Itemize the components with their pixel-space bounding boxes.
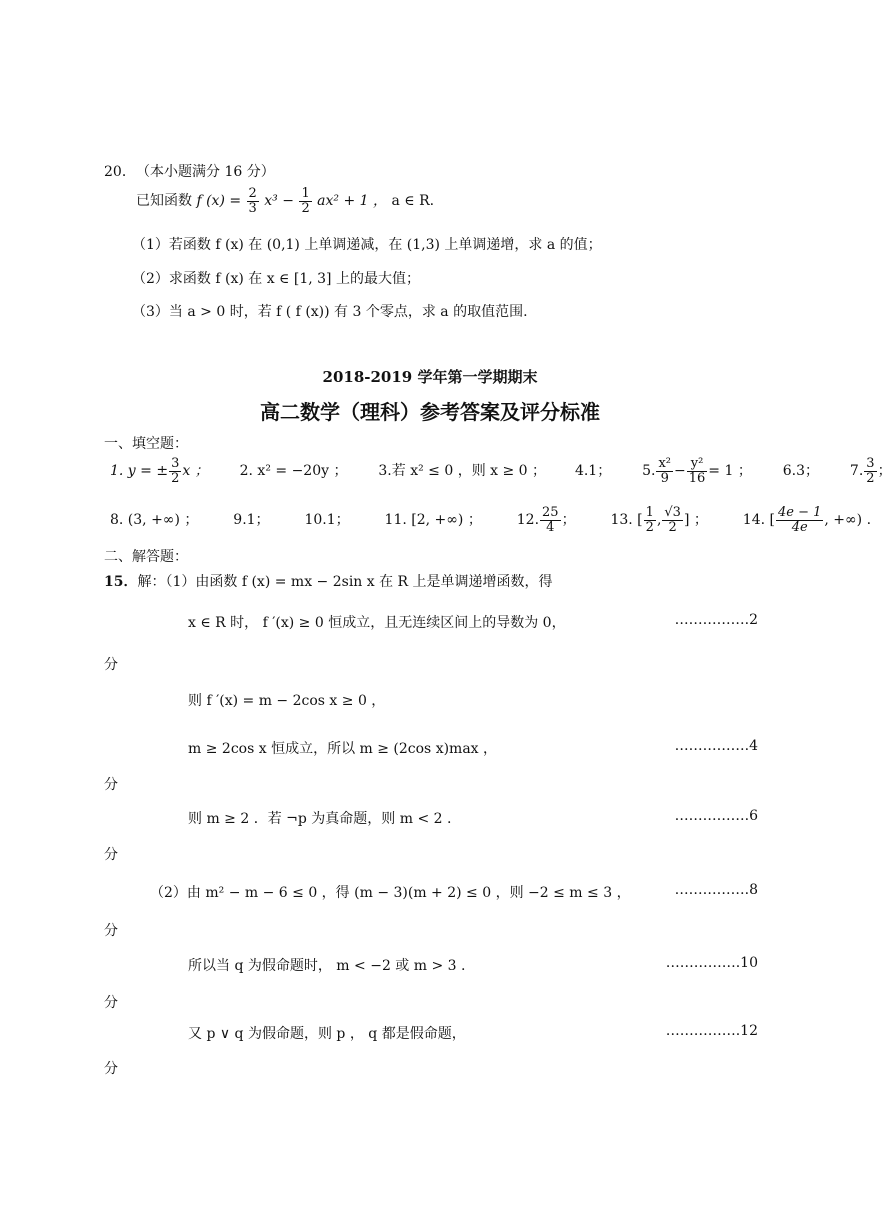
q20-frac-1-2: $\frac{1}{2}$ — [301, 185, 310, 216]
answer-4: 4.1； — [574, 463, 612, 479]
q20-part1: （1）若函数 f (x) 在 (0,1) 上单调递减，在 (1,3) 上单调递增，求 a 的值； — [132, 237, 602, 253]
step-7-fen: 分 — [104, 1061, 118, 1077]
q20-intro: 已知函数 — [136, 193, 192, 209]
step-4-fen: 分 — [104, 847, 118, 863]
step-1-points: …………….2 — [674, 612, 758, 628]
fill-heading: 一、填空题： — [104, 436, 188, 452]
step-2: 则 f ′(x) = m − 2cos x ≥ 0 ， — [188, 693, 386, 709]
q20-part3: （3）当 a > 0 时，若 f ( f (x)) 有 3 个零点，求 a 的取值范围. — [132, 304, 528, 320]
q15-line — [104, 571, 553, 591]
answer-10: 10.1； — [304, 512, 350, 528]
answer-key-title: 高二数学（理科）参考答案及评分标准 — [260, 400, 600, 424]
fill-answers-row2 — [110, 502, 871, 538]
answer-1: 1. y = ± $\frac{3}{2}$ x ； — [110, 455, 209, 486]
q15-intro: 解：（1）由函数 f (x) = mx − 2sin x 在 R 上是单调递增函数，得 — [137, 574, 553, 590]
q20-domain: a ∈ R. — [391, 193, 435, 209]
answer-7: 7. $\frac{3}{2}$ ； — [849, 455, 892, 486]
answer-12: 12. $\frac{25}{4}$ ； — [516, 504, 576, 535]
answer-6: 6.3； — [782, 463, 820, 479]
step-5-points: …………….8 — [674, 882, 758, 898]
q20-frac-2-3: $\frac{2}{3}$ — [248, 185, 257, 216]
step-3: m ≥ 2cos x 恒成立，所以 m ≥ (2cos x)max ， — [188, 741, 498, 757]
step-1-fen: 分 — [104, 657, 118, 673]
answer-9: 9.1； — [233, 512, 270, 528]
q20-function-definition — [136, 186, 434, 216]
step-3-points: …………….4 — [674, 738, 758, 754]
step-3-fen: 分 — [104, 777, 118, 793]
step-4: 则 m ≥ 2 ．若 ¬p 为真命题，则 m < 2 . — [188, 811, 452, 827]
step-1: x ∈ R 时， f ′(x) ≥ 0 恒成立，且无连续区间上的导数为 0， — [188, 615, 566, 631]
q20-f-lhs: f (x) = — [196, 193, 242, 209]
answer-2: 2. x² = −20y ； — [239, 463, 348, 479]
q20-score: （本小题满分 16 分） — [136, 164, 275, 180]
q20-term1: x³ − — [264, 193, 294, 209]
fill-answers-row1 — [110, 454, 892, 488]
answer-14: 14. [ $\frac{4e - 1}{4e}$ , +∞) . — [742, 504, 872, 535]
q15-number: 15． — [104, 574, 138, 590]
step-7: 又 p ∨ q 为假命题，则 p ， q 都是假命题， — [188, 1026, 466, 1042]
step-7-points: …………….12 — [665, 1023, 758, 1039]
answer-5: 5. $\frac{\text{x²}}{9}$ − $\frac{\text{y²}}{16}$ = 1 ； — [642, 455, 752, 486]
answer-8: 8. (3, +∞) ； — [110, 512, 199, 528]
answer-11: 11. [2, +∞) ； — [384, 512, 482, 528]
solve-heading: 二、解答题： — [104, 549, 188, 565]
answer-3: 3.若 x² ≤ 0 ，则 x ≥ 0 ； — [378, 463, 547, 479]
q20-number: 20． — [104, 164, 136, 180]
exam-term: 2018-2019 学年第一学期期末 — [322, 368, 538, 386]
step-6-points: …………….10 — [665, 955, 758, 971]
step-5-fen: 分 — [104, 923, 118, 939]
step-6-fen: 分 — [104, 995, 118, 1011]
q20-part2: （2）求函数 f (x) 在 x ∈ [1, 3] 上的最大值； — [132, 271, 420, 287]
step-5: （2）由 m² − m − 6 ≤ 0 ，得 (m − 3)(m + 2) ≤ 0 ，则 −2 ≤ m ≤ 3 ， — [150, 885, 631, 901]
step-6: 所以当 q 为假命题时， m < −2 或 m > 3 . — [188, 958, 466, 974]
step-4-points: …………….6 — [674, 808, 758, 824]
answer-13: 13. [ $\frac{1}{2}$ , $\frac{√3}{2}$ ] ； — [610, 504, 708, 535]
q20-term2: ax² + 1 ， — [317, 193, 388, 209]
